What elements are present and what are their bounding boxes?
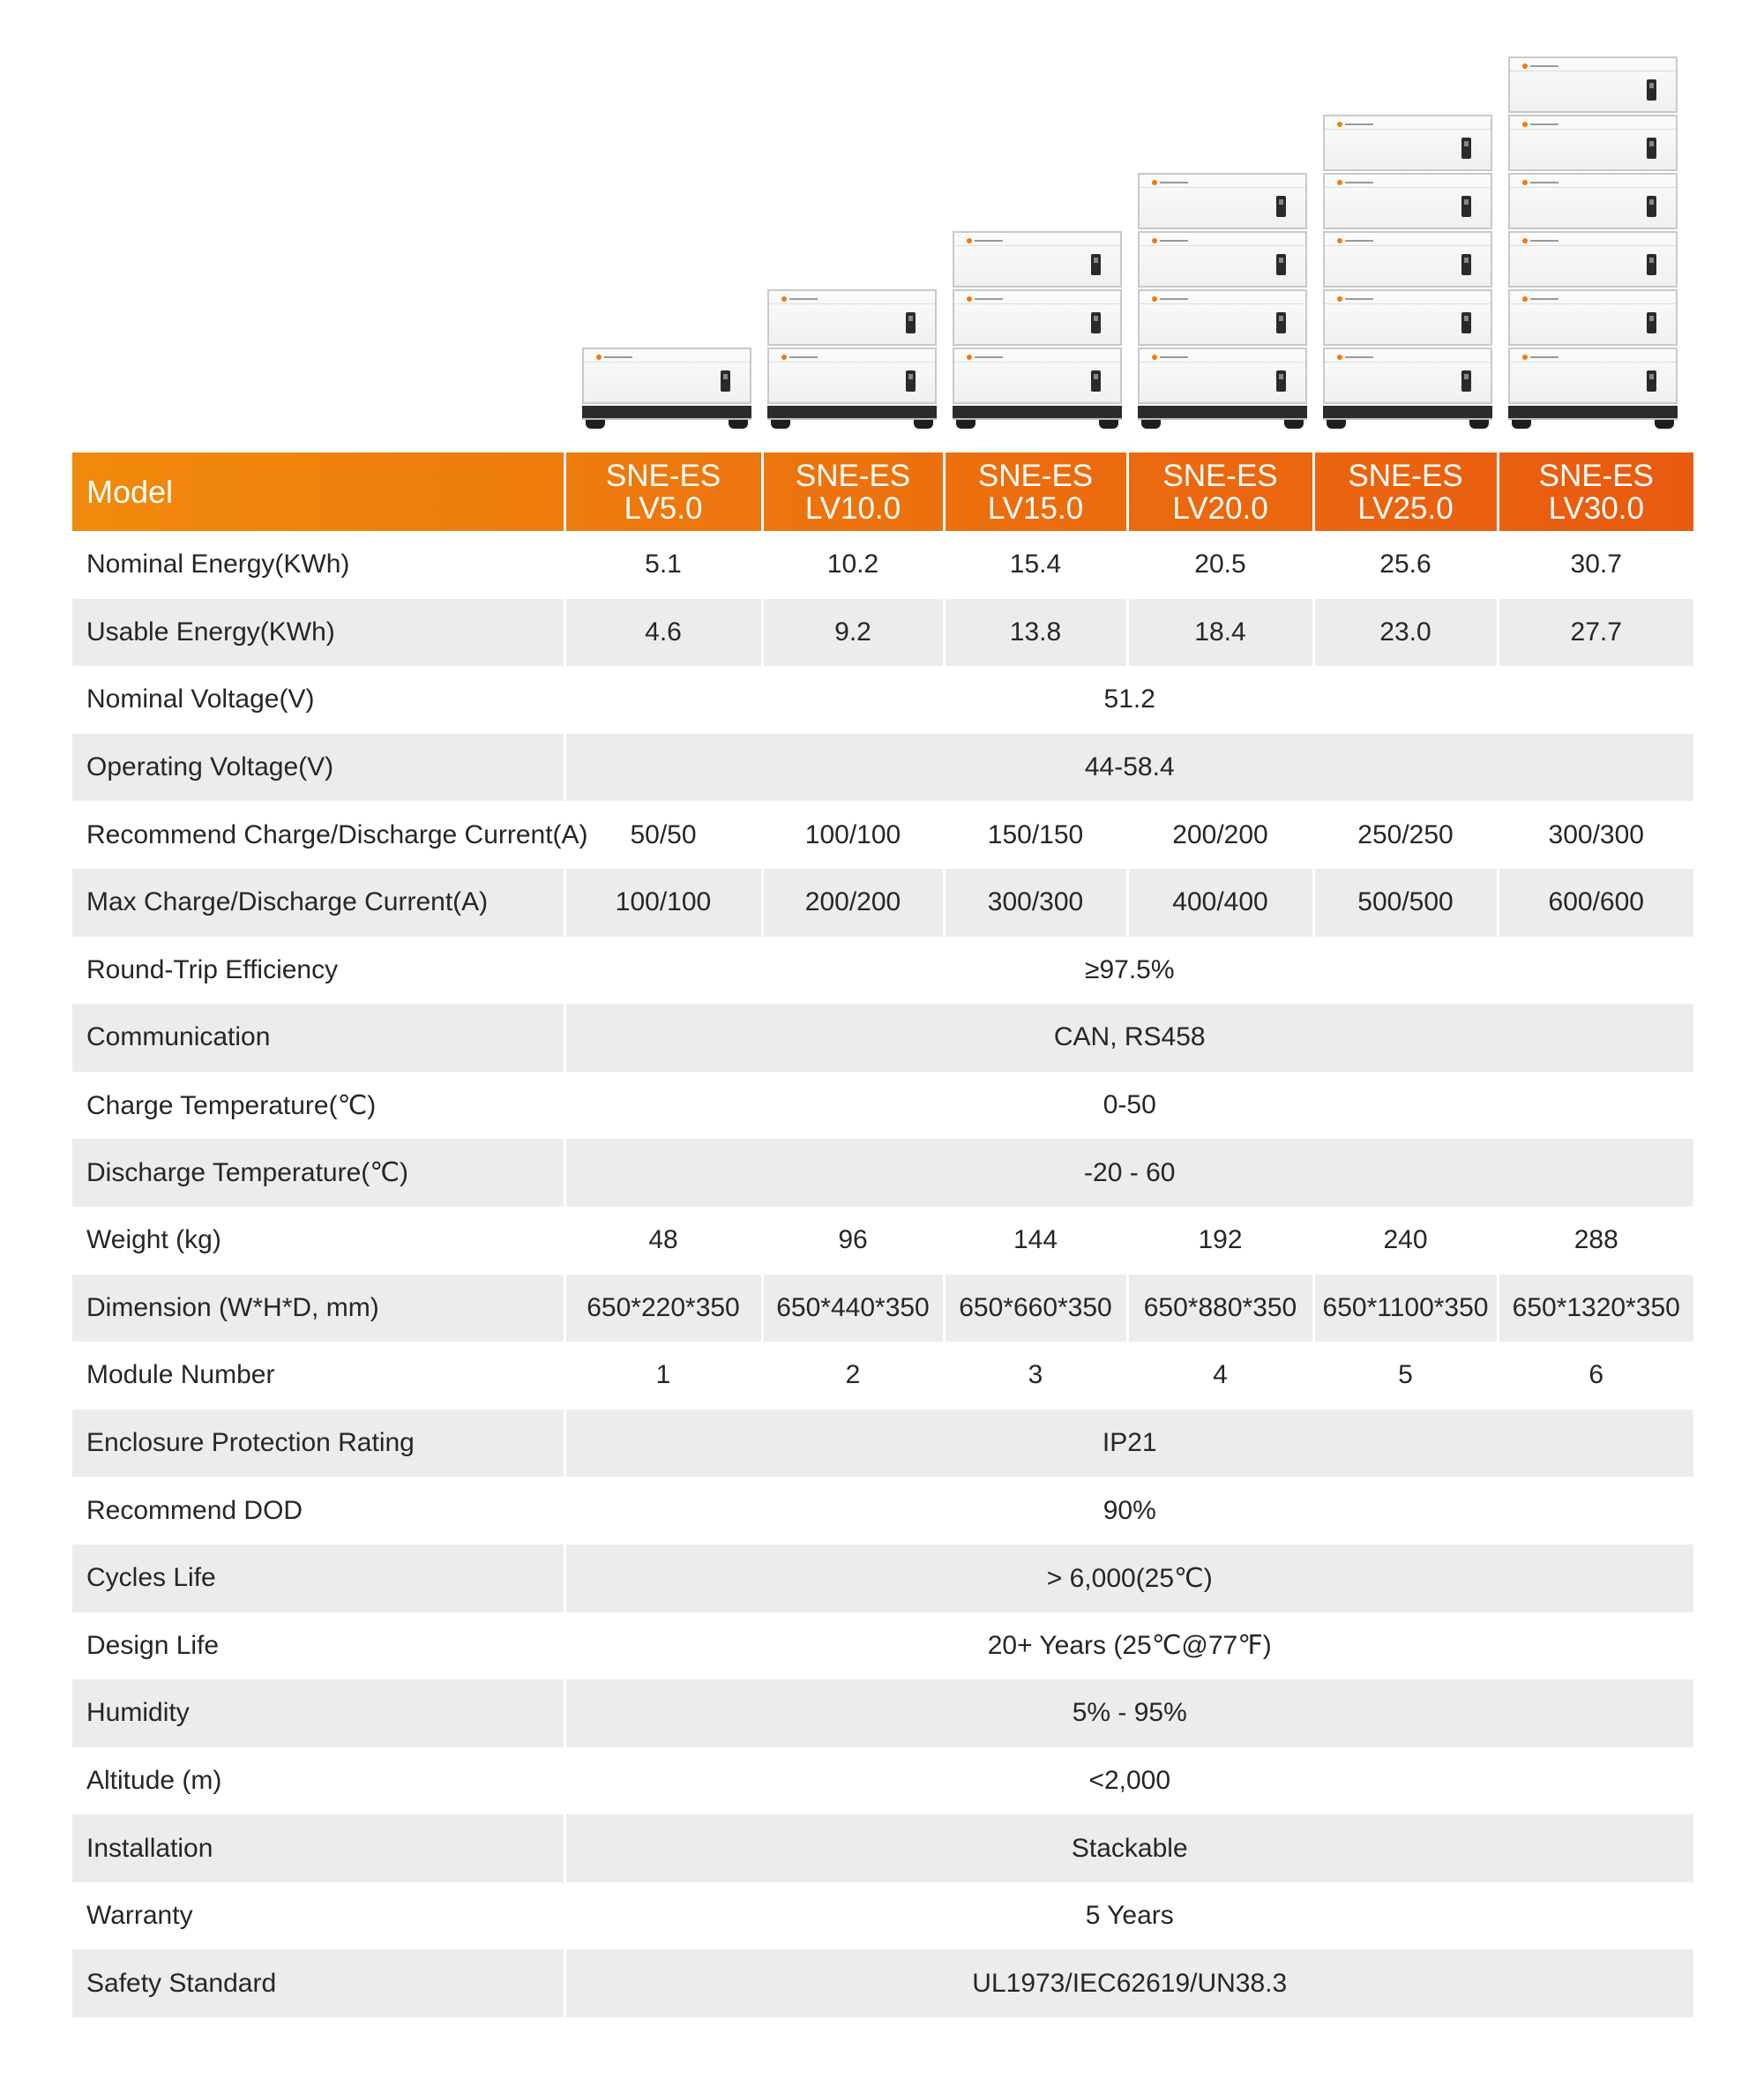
spec-value: 48 xyxy=(564,1207,762,1275)
module-seam xyxy=(954,245,1120,246)
status-display-icon xyxy=(1647,138,1656,159)
battery-module xyxy=(1138,231,1307,288)
brand-logo-icon xyxy=(1522,296,1561,302)
spec-value: 20.5 xyxy=(1127,531,1313,599)
battery-module xyxy=(1323,348,1492,404)
spec-value-shared: 5 Years xyxy=(564,1882,1693,1950)
spec-value: 650*660*350 xyxy=(944,1275,1127,1342)
spec-value: 15.4 xyxy=(944,531,1127,599)
spec-value: 25.6 xyxy=(1313,531,1498,599)
spec-value: 27.7 xyxy=(1498,599,1693,667)
status-display-icon xyxy=(1647,312,1656,333)
spec-row xyxy=(72,1275,1693,1342)
model-capacity: LV25.0 xyxy=(1357,490,1454,526)
spec-value-shared: Stackable xyxy=(564,1814,1693,1882)
left-foot xyxy=(1327,420,1346,429)
brand-logo-icon xyxy=(1522,64,1561,69)
brand-logo-icon xyxy=(1337,122,1376,127)
spec-value: 96 xyxy=(762,1207,944,1275)
spec-row xyxy=(72,801,1693,869)
spec-value: 18.4 xyxy=(1127,599,1313,667)
spec-value: 6 xyxy=(1498,1342,1693,1410)
spec-value: 650*220*350 xyxy=(564,1275,762,1342)
spec-value: 13.8 xyxy=(944,599,1127,667)
spec-value: 10.2 xyxy=(762,531,944,599)
brand-logo-icon xyxy=(1522,238,1561,243)
spec-table xyxy=(72,452,1693,2017)
spec-row xyxy=(72,1410,1693,1477)
battery-module xyxy=(953,231,1122,288)
module-seam xyxy=(1140,362,1305,363)
spec-label: Max Charge/Discharge Current(A) xyxy=(72,869,564,937)
model-series: SNE-ES xyxy=(605,458,721,493)
spec-value: 250/250 xyxy=(1313,801,1498,869)
spec-label: Charge Temperature(℃) xyxy=(86,1090,377,1120)
spec-label: Communication xyxy=(72,1004,564,1072)
spec-value: 30.7 xyxy=(1498,531,1693,599)
spec-value: 650*1100*350 xyxy=(1313,1275,1498,1342)
spec-value: 240 xyxy=(1313,1207,1498,1275)
spec-label: Round-Trip Efficiency xyxy=(86,954,339,984)
battery-module xyxy=(1508,173,1678,229)
spec-value: 600/600 xyxy=(1498,869,1693,937)
spec-value: 5.1 xyxy=(564,531,762,599)
spec-value: 650*1320*350 xyxy=(1498,1275,1693,1342)
battery-stack-5 xyxy=(1323,0,1492,441)
battery-module xyxy=(767,348,937,404)
module-seam xyxy=(1325,245,1491,246)
battery-module xyxy=(1508,348,1678,404)
spec-row xyxy=(72,1072,1693,1140)
spec-value-shared: 20+ Years (25℃@77℉) xyxy=(564,1612,1693,1680)
spec-row xyxy=(72,1544,1693,1612)
left-foot xyxy=(771,420,790,429)
spec-row xyxy=(72,1004,1693,1072)
status-display-icon xyxy=(1461,196,1471,217)
left-foot xyxy=(1512,420,1531,429)
spec-value: 300/300 xyxy=(944,869,1127,937)
spec-value-shared: 0-50 xyxy=(564,1072,1693,1140)
brand-logo-icon xyxy=(781,296,820,302)
spec-header-row xyxy=(72,452,1693,531)
spec-value: 4 xyxy=(1127,1342,1313,1410)
module-seam xyxy=(1140,303,1305,304)
brand-logo-icon xyxy=(1337,296,1376,302)
battery-module xyxy=(1323,289,1492,346)
spec-label: Design Life xyxy=(86,1630,220,1660)
battery-module xyxy=(1508,115,1678,171)
spec-value-shared: CAN, RS458 xyxy=(564,1004,1693,1072)
spec-value-shared: UL1973/IEC62619/UN38.3 xyxy=(564,1949,1693,2017)
spec-value: 300/300 xyxy=(1498,801,1693,869)
spec-row xyxy=(72,1882,1693,1950)
model-series: SNE-ES xyxy=(795,458,911,493)
battery-module xyxy=(1508,56,1678,113)
spec-value: 200/200 xyxy=(1127,801,1313,869)
spec-value-shared: ≥97.5% xyxy=(564,937,1693,1005)
spec-label: Installation xyxy=(72,1814,564,1882)
status-display-icon xyxy=(1276,196,1286,217)
battery-module xyxy=(1138,348,1307,404)
module-seam xyxy=(1325,362,1491,363)
spec-body xyxy=(72,531,1693,2017)
battery-module xyxy=(1138,289,1307,346)
spec-row xyxy=(72,666,1693,734)
spec-row xyxy=(72,1207,1693,1275)
model-header-5 xyxy=(1313,452,1498,531)
right-foot xyxy=(1284,420,1304,429)
battery-stack-3 xyxy=(953,0,1122,441)
model-header-1 xyxy=(564,452,762,531)
module-seam xyxy=(769,303,935,304)
status-display-icon xyxy=(721,370,730,392)
status-display-icon xyxy=(1276,312,1286,333)
right-foot xyxy=(914,420,933,429)
spec-row xyxy=(72,1747,1693,1815)
battery-module xyxy=(1508,231,1678,288)
spec-value: 1 xyxy=(564,1342,762,1410)
spec-row xyxy=(72,1477,1693,1544)
module-seam xyxy=(1510,362,1676,363)
status-display-icon xyxy=(1647,370,1656,392)
spec-value-shared: 51.2 xyxy=(564,666,1693,734)
right-foot xyxy=(1099,420,1118,429)
spec-value: 144 xyxy=(944,1207,1127,1275)
battery-stack-2 xyxy=(767,0,937,441)
battery-module xyxy=(953,348,1122,404)
status-display-icon xyxy=(1091,370,1101,392)
spec-label: Enclosure Protection Rating xyxy=(72,1410,564,1477)
left-foot xyxy=(586,420,605,429)
spec-value: 150/150 xyxy=(944,801,1127,869)
battery-module xyxy=(767,289,937,346)
stack-base xyxy=(767,406,937,418)
status-display-icon xyxy=(1647,254,1656,275)
spec-label: Humidity xyxy=(72,1679,564,1747)
spec-value: 3 xyxy=(944,1342,1127,1410)
spec-label: Nominal Energy(KWh) xyxy=(86,550,350,580)
brand-logo-icon xyxy=(1522,355,1561,360)
model-series: SNE-ES xyxy=(1348,458,1463,493)
spec-value: 192 xyxy=(1127,1207,1313,1275)
model-series: SNE-ES xyxy=(977,458,1094,493)
spec-row xyxy=(72,1139,1693,1207)
stack-base xyxy=(1138,406,1307,418)
battery-module xyxy=(582,348,751,404)
stack-base xyxy=(1508,406,1678,418)
spec-row xyxy=(72,869,1693,937)
spec-value-shared: IP21 xyxy=(564,1410,1693,1477)
spec-value: 5 xyxy=(1313,1342,1498,1410)
status-display-icon xyxy=(906,370,916,392)
brand-logo-icon xyxy=(967,238,1005,243)
spec-value-shared: 5% - 95% xyxy=(564,1679,1693,1747)
spec-label: Altitude (m) xyxy=(86,1765,222,1795)
module-seam xyxy=(1140,245,1305,246)
brand-logo-icon xyxy=(1337,238,1376,243)
status-display-icon xyxy=(1647,196,1656,217)
module-seam xyxy=(1510,303,1676,304)
model-capacity: LV30.0 xyxy=(1548,490,1644,526)
spec-value: 400/400 xyxy=(1127,869,1313,937)
battery-module xyxy=(1323,173,1492,229)
spec-value: 2 xyxy=(762,1342,944,1410)
spec-row xyxy=(72,1814,1693,1882)
model-series: SNE-ES xyxy=(1538,458,1654,493)
model-capacity: LV10.0 xyxy=(804,490,901,526)
status-display-icon xyxy=(906,312,916,333)
spec-label: Discharge Temperature(℃) xyxy=(72,1139,564,1207)
status-display-icon xyxy=(1276,370,1286,392)
spec-row xyxy=(72,1612,1693,1680)
spec-row xyxy=(72,599,1693,667)
spec-label: Cycles Life xyxy=(72,1544,564,1612)
spec-value: 9.2 xyxy=(762,599,944,667)
model-header-3 xyxy=(944,452,1127,531)
spec-label: Warranty xyxy=(86,1901,193,1931)
brand-logo-icon xyxy=(1337,355,1376,360)
battery-module xyxy=(953,289,1122,346)
brand-logo-icon xyxy=(1152,180,1191,185)
spec-value-shared: > 6,000(25℃) xyxy=(564,1544,1693,1612)
module-seam xyxy=(1325,187,1491,188)
battery-module xyxy=(1323,231,1492,288)
battery-stack-4 xyxy=(1138,0,1307,441)
brand-logo-icon xyxy=(596,355,635,360)
spec-label: Nominal Voltage(V) xyxy=(86,684,315,714)
spec-row xyxy=(72,937,1693,1005)
brand-logo-icon xyxy=(1522,180,1561,185)
right-foot xyxy=(729,420,748,429)
model-header-6 xyxy=(1498,452,1693,531)
status-display-icon xyxy=(1091,254,1101,275)
stack-base xyxy=(582,406,751,418)
status-display-icon xyxy=(1276,254,1286,275)
stack-base xyxy=(1323,406,1492,418)
model-capacity: LV5.0 xyxy=(624,490,703,526)
spec-value: 100/100 xyxy=(564,869,762,937)
spec-value: 650*440*350 xyxy=(762,1275,944,1342)
status-display-icon xyxy=(1461,254,1471,275)
spec-label: Weight (kg) xyxy=(86,1225,221,1255)
spec-label: Recommend Charge/Discharge Current(A) xyxy=(86,819,588,849)
spec-value: 200/200 xyxy=(762,869,944,937)
status-display-icon xyxy=(1461,312,1471,333)
spec-value-shared: 90% xyxy=(564,1477,1693,1544)
battery-module xyxy=(1138,173,1307,229)
model-header-4 xyxy=(1127,452,1313,531)
brand-logo-icon xyxy=(967,296,1005,302)
module-seam xyxy=(1140,187,1305,188)
spec-row xyxy=(72,1679,1693,1747)
module-seam xyxy=(954,362,1120,363)
spec-value: 50/50 xyxy=(564,801,762,869)
brand-logo-icon xyxy=(967,355,1005,360)
stack-base xyxy=(953,406,1122,418)
module-seam xyxy=(584,362,750,363)
right-foot xyxy=(1655,420,1674,429)
module-seam xyxy=(1325,129,1491,130)
spec-value: 4.6 xyxy=(564,599,762,667)
brand-logo-icon xyxy=(1152,355,1191,360)
spec-value: 100/100 xyxy=(762,801,944,869)
spec-label: Operating Voltage(V) xyxy=(72,734,564,802)
brand-logo-icon xyxy=(1337,180,1376,185)
battery-module xyxy=(1323,115,1492,171)
model-header-label: Model xyxy=(86,474,174,510)
spec-label: Dimension (W*H*D, mm) xyxy=(72,1275,564,1342)
module-seam xyxy=(1510,245,1676,246)
spec-value: 23.0 xyxy=(1313,599,1498,667)
spec-value-shared: <2,000 xyxy=(564,1747,1693,1815)
left-foot xyxy=(1141,420,1161,429)
module-seam xyxy=(1510,129,1676,130)
brand-logo-icon xyxy=(781,355,820,360)
battery-stack-1 xyxy=(582,0,751,441)
brand-logo-icon xyxy=(1152,296,1191,302)
product-lineup-illustration xyxy=(0,0,1764,441)
module-seam xyxy=(1325,303,1491,304)
status-display-icon xyxy=(1461,138,1471,159)
spec-value-shared: -20 - 60 xyxy=(564,1139,1693,1207)
model-header-2 xyxy=(762,452,944,531)
spec-value: 500/500 xyxy=(1313,869,1498,937)
spec-row xyxy=(72,1949,1693,2017)
battery-module xyxy=(1508,289,1678,346)
status-display-icon xyxy=(1461,370,1471,392)
spec-row xyxy=(72,531,1693,599)
battery-stack-6 xyxy=(1508,0,1678,441)
spec-value: 288 xyxy=(1498,1207,1693,1275)
status-display-icon xyxy=(1647,79,1656,101)
spec-row xyxy=(72,734,1693,802)
model-series: SNE-ES xyxy=(1162,458,1278,493)
module-seam xyxy=(1510,187,1676,188)
spec-label: Recommend DOD xyxy=(86,1495,303,1525)
model-capacity: LV20.0 xyxy=(1172,490,1268,526)
spec-label: Module Number xyxy=(86,1360,275,1390)
left-foot xyxy=(956,420,975,429)
right-foot xyxy=(1469,420,1489,429)
brand-logo-icon xyxy=(1522,122,1561,127)
spec-row xyxy=(72,1342,1693,1410)
module-seam xyxy=(954,303,1120,304)
status-display-icon xyxy=(1091,312,1101,333)
spec-value: 650*880*350 xyxy=(1127,1275,1313,1342)
spec-value-shared: 44-58.4 xyxy=(564,734,1693,802)
model-capacity: LV15.0 xyxy=(987,490,1084,526)
brand-logo-icon xyxy=(1152,238,1191,243)
spec-label: Safety Standard xyxy=(72,1949,564,2017)
spec-label: Usable Energy(KWh) xyxy=(72,599,564,667)
module-seam xyxy=(769,362,935,363)
